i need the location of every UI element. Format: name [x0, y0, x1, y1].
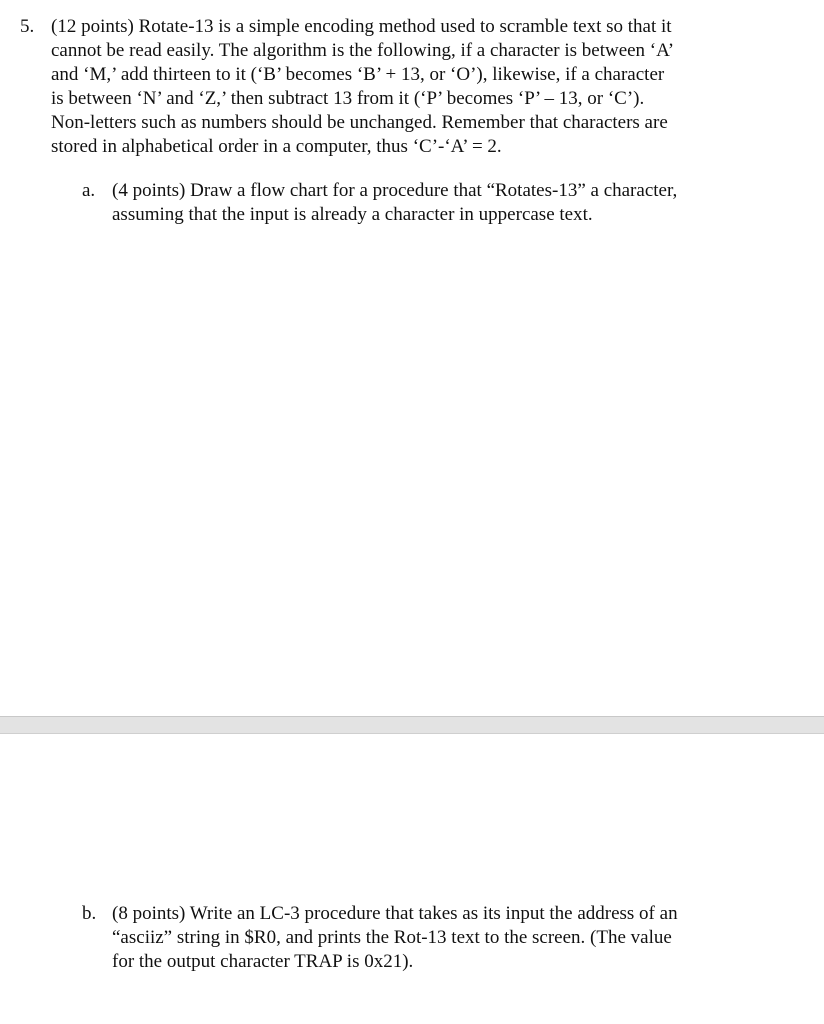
- question-number: 5.: [20, 16, 35, 37]
- part-a-text: [112, 179, 752, 227]
- question-line: cannot be read easily. The algorithm is the following, if a character is between ‘A’: [51, 40, 675, 61]
- part-b-text: [112, 902, 752, 974]
- part-a-letter: a.: [82, 180, 96, 201]
- part-b-letter: b.: [82, 903, 97, 924]
- part-a-line: assuming that the input is already a character in uppercase text.: [112, 204, 593, 225]
- part-a-line: (4 points) Draw a flow chart for a procedure that “Rotates-13” a character,: [112, 180, 678, 201]
- question-text: [51, 15, 741, 159]
- part-b-line: (8 points) Write an LC-3 procedure that takes as its input the address of an: [112, 903, 678, 924]
- question-line: Non-letters such as numbers should be unchanged. Remember that characters are: [51, 112, 668, 133]
- page-2: [0, 734, 824, 1024]
- part-b-line: for the output character TRAP is 0x21).: [112, 951, 414, 972]
- question-line: stored in alphabetical order in a computer, thus ‘C’-‘A’ = 2.: [51, 136, 502, 157]
- question-line: is between ‘N’ and ‘Z,’ then subtract 13 from it (‘P’ becomes ‘P’ – 13, or ‘C’).: [51, 88, 645, 109]
- page-separator: [0, 716, 824, 734]
- question-line: and ‘M,’ add thirteen to it (‘B’ becomes ‘B’ + 13, or ‘O’), likewise, if a character: [51, 64, 665, 85]
- question-line: (12 points) Rotate-13 is a simple encoding method used to scramble text so that it: [51, 16, 672, 37]
- part-b-line: “asciiz” string in $R0, and prints the Rot-13 text to the screen. (The value: [112, 927, 672, 948]
